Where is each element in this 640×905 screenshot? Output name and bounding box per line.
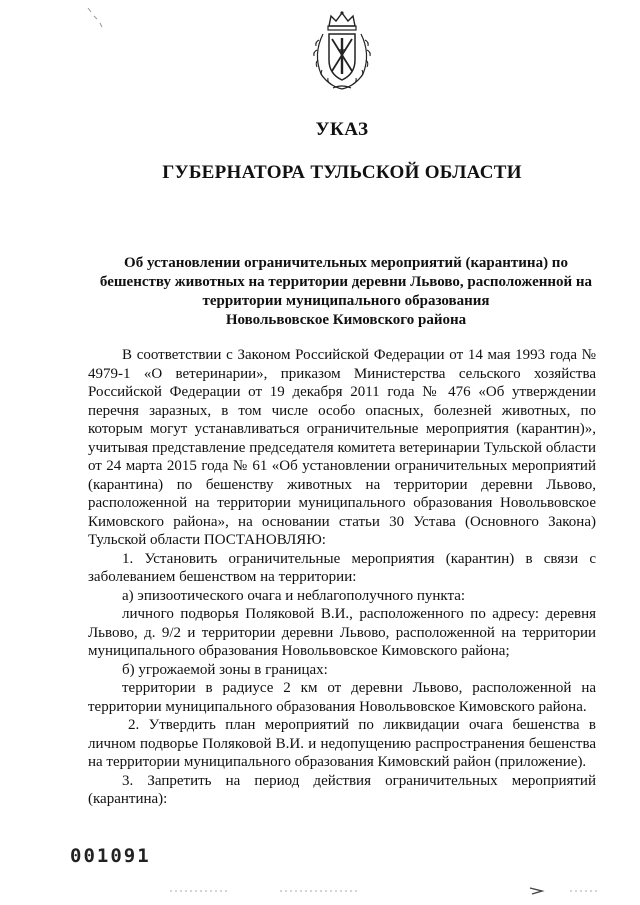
scan-speck-top-left xyxy=(86,6,106,30)
item-1b-text: территории в радиусе 2 км от деревни Львово, расположенной на территории муниципального образования Новольвовское Кимовского района. xyxy=(88,680,596,715)
subject-line: Новольвовское Кимовского района xyxy=(225,312,467,328)
subject-line: территории муниципального образования xyxy=(202,293,490,309)
item-1a-text: личного подворья Поляковой В.И., расположенного по адресу: деревня Львово, д. 9/2 и территории деревни Львово, расположенной на территории муниципального образования Новольвовское Кимовского района; xyxy=(88,606,596,659)
issuer-title: ГУБЕРНАТОРА ТУЛЬСКОЙ ОБЛАСТИ xyxy=(162,162,522,183)
document-body xyxy=(88,346,596,809)
subject-line: Об установлении ограничительных мероприятий (карантина) по xyxy=(124,255,568,271)
preamble-paragraph: В соответствии с Законом Российской Федерации от 14 мая 1993 года № 4979-1 «О ветеринарии», приказом Министерства сельского хозяйства Российской Федерации от 19 декабря 2011 года № 476 «Об утверждении перечня заразных, в том числе особо опасных, болезней животных, по которым могут устанавливаться ограничительные мероприятия (карантин)», учитывая представление председателя комитета ветеринарии Тульской области от 24 марта 2015 года № 61 «Об установлении ограничительных мероприятий (карантина) по бешенству животных на территории деревни Львово, расположенной на территории муниципального образования Новольвовское Кимовского района», на основании статьи 30 Устава (Основного Закона) Тульской области ПОСТАНОВЛЯЮ: xyxy=(88,347,596,548)
item-3-paragraph: 3. Запретить на период действия ограничительных мероприятий (карантина): xyxy=(88,772,596,807)
item-1a-heading: а) эпизоотического очага и неблагополучного пункта: xyxy=(122,587,466,604)
coat-of-arms-icon xyxy=(309,10,375,92)
item-1-paragraph: 1. Установить ограничительные мероприятия (карантин) в связи с заболеванием бешенством на территории: xyxy=(88,550,596,585)
document-type-title: УКАЗ xyxy=(315,119,369,140)
subject-line: бешенству животных на территории деревни Львово, расположенной на xyxy=(99,274,593,290)
registration-number: 001091 xyxy=(70,845,151,867)
item-1b-heading: б) угрожаемой зоны в границах: xyxy=(122,661,328,678)
scan-mark-bottom xyxy=(170,884,610,898)
document-subject xyxy=(88,254,604,330)
item-2-paragraph: 2. Утвердить план мероприятий по ликвидации очага бешенства в личном подворье Поляковой В.И. и недопущению распространения бешенства на территории муниципального образования Кимовский район (приложение). xyxy=(88,717,596,770)
